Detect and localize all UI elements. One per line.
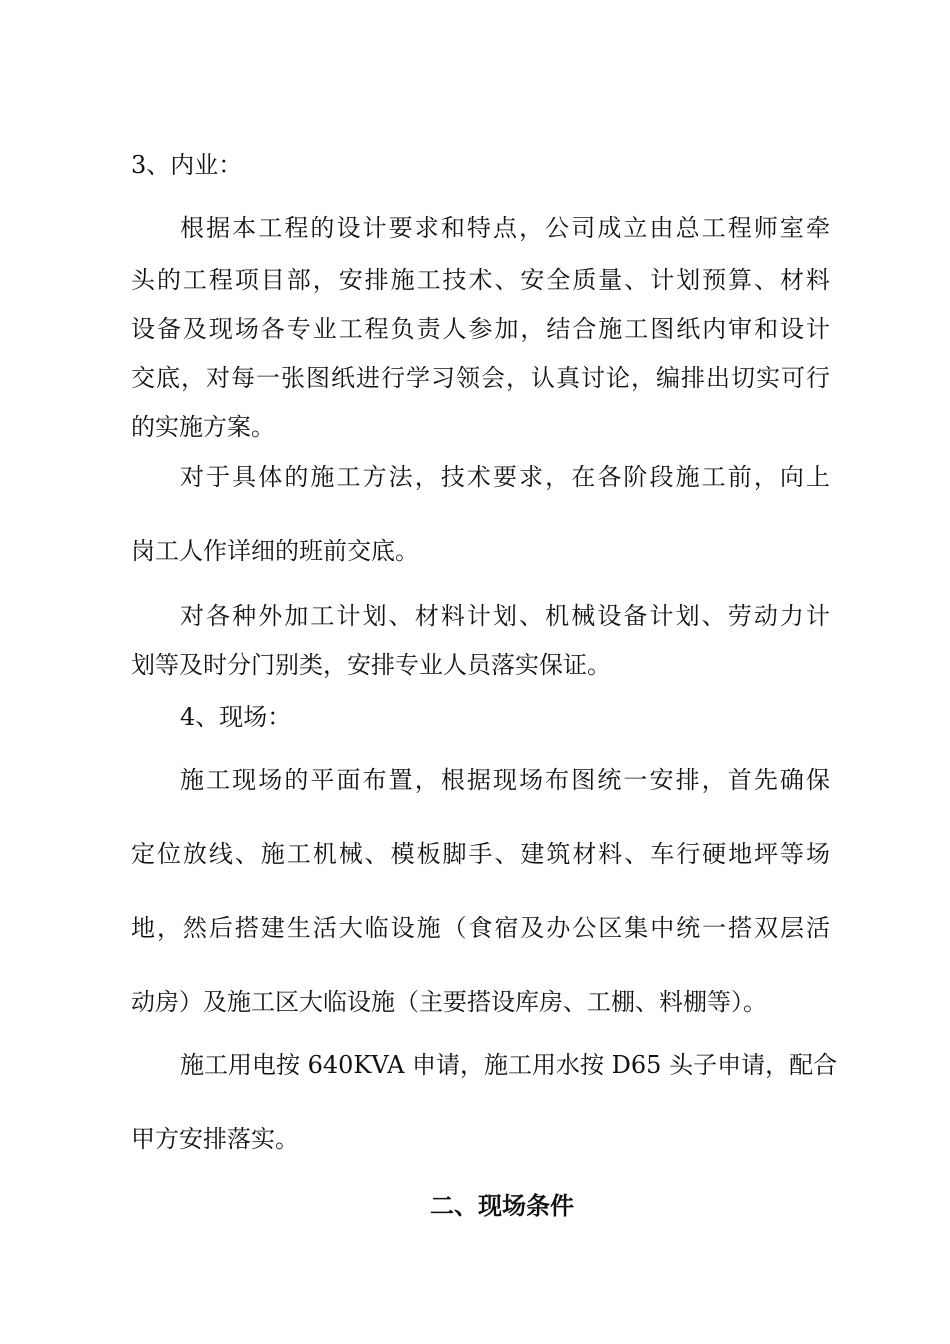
paragraph-line: 交底，对每一张图纸进行学习领会，认真讨论，编排出切实可行	[131, 364, 830, 392]
paragraph-line: 岗工人作详细的班前交底。	[131, 537, 419, 565]
paragraph-line: 动房）及施工区大临设施（主要搭设库房、工棚、料棚等）。	[131, 988, 767, 1016]
paragraph-line: 的实施方案。	[131, 413, 275, 441]
paragraph-line: 划等及时分门别类，安排专业人员落实保证。	[131, 651, 611, 679]
paragraph-line: 根据本工程的设计要求和特点，公司成立由总工程师室牵	[180, 214, 830, 242]
paragraph-line: 对各种外加工计划、材料计划、机械设备计划、劳动力计	[180, 602, 830, 630]
paragraph-line: 地，然后搭建生活大临设施（食宿及办公区集中统一搭双层活	[131, 914, 830, 942]
paragraph-line: 施工用电按 640KVA 申请，施工用水按 D65 头子申请，配合	[180, 1051, 838, 1079]
paragraph-line: 设备及现场各专业工程负责人参加，结合施工图纸内审和设计	[131, 315, 830, 343]
paragraph-line: 头的工程项目部，安排施工技术、安全质量、计划预算、材料	[131, 266, 830, 294]
chapter-heading: 二、现场条件	[430, 1191, 574, 1220]
paragraph-line: 对于具体的施工方法，技术要求，在各阶段施工前，向上	[180, 463, 830, 491]
section-3-heading: 3、内业：	[131, 151, 243, 179]
paragraph-line: 甲方安排落实。	[131, 1125, 299, 1153]
section-4-heading: 4、现场：	[180, 703, 292, 731]
paragraph-line: 定位放线、施工机械、模板脚手、建筑材料、车行硬地坪等场	[131, 840, 830, 868]
paragraph-line: 施工现场的平面布置，根据现场布图统一安排，首先确保	[180, 766, 830, 794]
